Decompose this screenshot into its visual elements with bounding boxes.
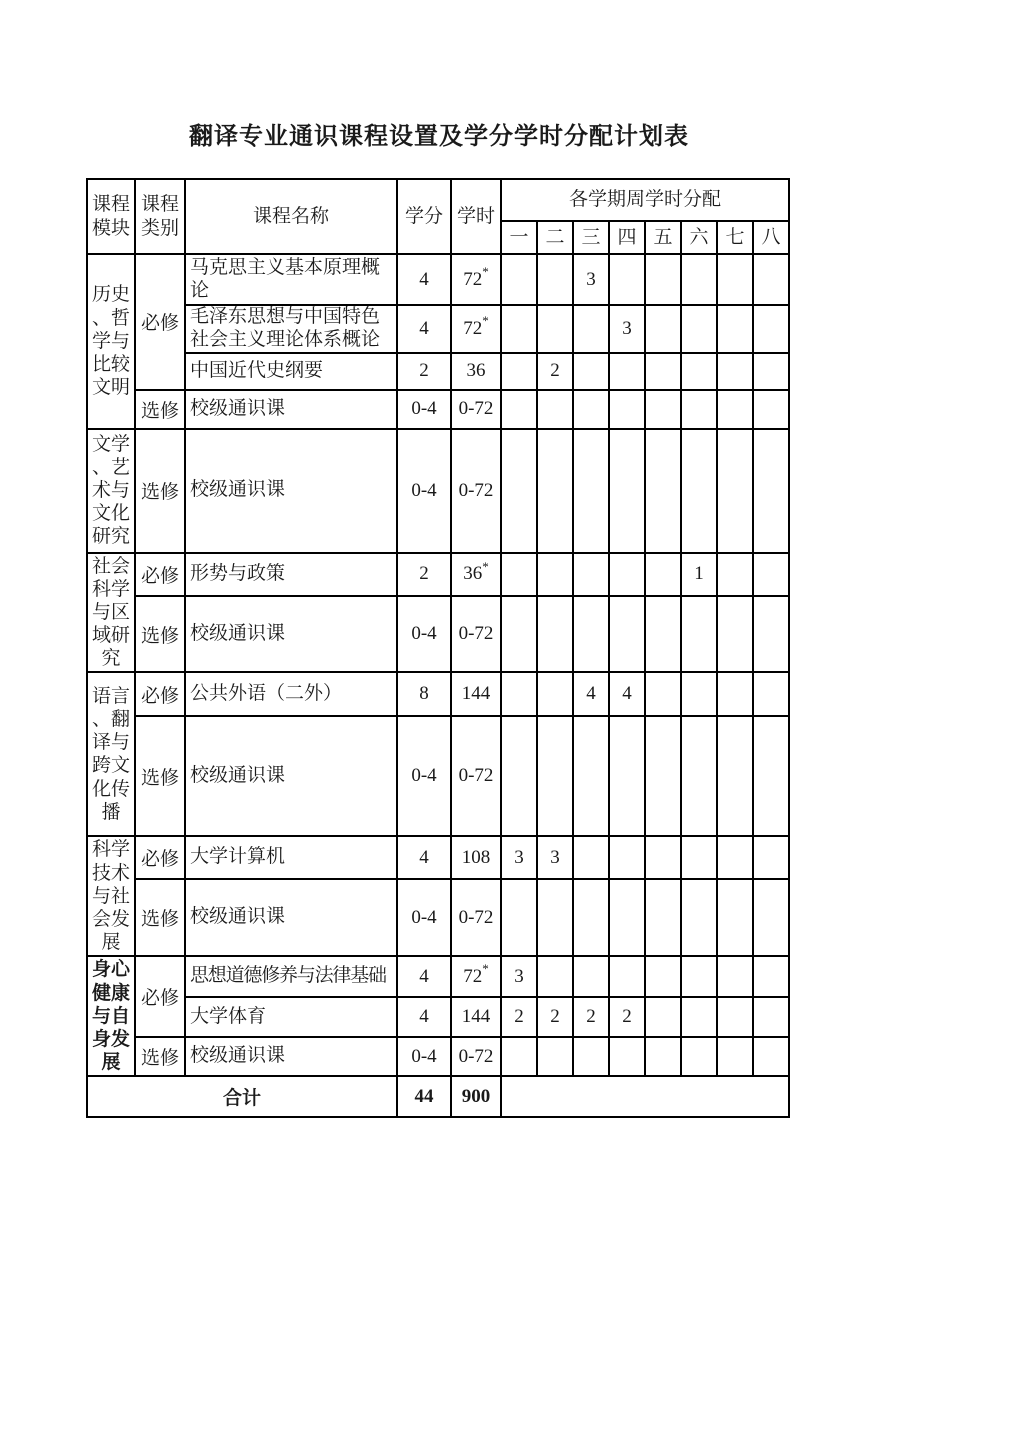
semester-hour-cell (681, 672, 717, 716)
header-semester-6: 六 (681, 221, 717, 254)
semester-hour-cell (717, 429, 753, 553)
header-course-module: 课程模块 (87, 179, 135, 254)
semester-hour-cell (537, 254, 573, 305)
header-semester-3: 三 (573, 221, 609, 254)
semester-hour-cell (609, 254, 645, 305)
category-cell: 必修 (135, 956, 185, 1037)
semester-hour-cell (573, 596, 609, 672)
semester-hour-cell (645, 997, 681, 1037)
table-row (87, 836, 789, 879)
course-name-cell: 大学体育 (185, 997, 397, 1037)
hours-value: 108 (461, 846, 491, 868)
semester-hour-cell (573, 836, 609, 879)
semester-hour-cell: 4 (609, 672, 645, 716)
semester-hour-cell (537, 956, 573, 997)
semester-hour-cell (501, 390, 537, 429)
header-semester-8: 八 (753, 221, 789, 254)
semester-hour-cell: 1 (681, 553, 717, 596)
semester-hour-cell (609, 429, 645, 553)
semester-hour-cell (681, 956, 717, 997)
module-name-cell: 历史、哲学与比较文明 (87, 254, 135, 429)
semester-hour-cell (753, 429, 789, 553)
course-name-cell: 中国近代史纲要 (185, 353, 397, 390)
hours-value: 0-72 (458, 623, 494, 645)
semester-hour-cell (537, 716, 573, 836)
semester-hour-cell (681, 716, 717, 836)
semester-hour-cell (645, 353, 681, 390)
course-name-cell: 形势与政策 (185, 553, 397, 596)
semester-hour-cell (753, 956, 789, 997)
semester-hour-cell (501, 429, 537, 553)
hours-value: 72 (463, 965, 483, 987)
table-row (87, 305, 789, 353)
semester-hour-cell (501, 596, 537, 672)
semester-hour-cell (753, 716, 789, 836)
total-row (87, 1076, 789, 1117)
semester-hour-cell (573, 1037, 609, 1076)
semester-hour-cell (609, 596, 645, 672)
semester-hour-cell (609, 553, 645, 596)
hours-value: 36 (463, 563, 483, 585)
course-name-cell: 校级通识课 (185, 390, 397, 429)
semester-hour-cell (501, 353, 537, 390)
semester-hour-cell (717, 956, 753, 997)
hours-cell (451, 429, 501, 553)
header-credits: 学分 (397, 179, 451, 254)
semester-hour-cell: 2 (537, 997, 573, 1037)
semester-hour-cell (537, 553, 573, 596)
semester-hour-cell (645, 429, 681, 553)
semester-hour-cell (681, 429, 717, 553)
semester-hour-cell (501, 553, 537, 596)
semester-hour-cell (717, 254, 753, 305)
category-cell: 选修 (135, 390, 185, 429)
hours-value: 0-72 (458, 765, 494, 787)
semester-hour-cell (537, 596, 573, 672)
category-cell: 必修 (135, 672, 185, 716)
semester-hour-cell (717, 390, 753, 429)
credits-cell: 8 (397, 672, 451, 716)
credits-cell: 0-4 (397, 429, 451, 553)
semester-hour-cell (717, 596, 753, 672)
semester-hour-cell: 3 (609, 305, 645, 353)
hours-value: 36 (466, 360, 486, 382)
semester-hour-cell (753, 390, 789, 429)
course-name-cell: 公共外语（二外） (185, 672, 397, 716)
hours-value: 144 (461, 683, 491, 705)
semester-hour-cell (645, 596, 681, 672)
header-semester-2: 二 (537, 221, 573, 254)
hours-asterisk: * (482, 313, 489, 329)
semester-hour-cell (753, 672, 789, 716)
semester-hour-cell (501, 1037, 537, 1076)
semester-hour-cell (717, 716, 753, 836)
table-row (87, 390, 789, 429)
semester-hour-cell (717, 305, 753, 353)
hours-value: 0-72 (458, 479, 494, 501)
hours-cell (451, 879, 501, 956)
course-name-cell: 校级通识课 (185, 429, 397, 553)
semester-hour-cell (753, 997, 789, 1037)
semester-hour-cell (681, 254, 717, 305)
category-cell: 必修 (135, 553, 185, 596)
course-name-cell: 大学计算机 (185, 836, 397, 879)
semester-hour-cell (645, 1037, 681, 1076)
semester-hour-cell: 2 (573, 997, 609, 1037)
module-name-cell: 科学技术与社会发展 (87, 836, 135, 956)
semester-hour-cell (717, 353, 753, 390)
semester-hour-cell: 3 (501, 836, 537, 879)
semester-hour-cell (573, 305, 609, 353)
header-semester-1: 一 (501, 221, 537, 254)
semester-hour-cell (753, 836, 789, 879)
header-semester-group: 各学期周学时分配 (501, 179, 789, 221)
header-course-category: 课程类别 (135, 179, 185, 254)
table-row (87, 997, 789, 1037)
semester-hour-cell (609, 956, 645, 997)
semester-hour-cell (681, 596, 717, 672)
hours-cell (451, 997, 501, 1037)
hours-asterisk: * (482, 559, 489, 574)
semester-hour-cell (609, 716, 645, 836)
semester-hour-cell (645, 390, 681, 429)
hours-cell (451, 254, 501, 305)
course-name-cell: 毛泽东思想与中国特色社会主义理论体系概论 (185, 305, 397, 353)
credits-cell: 2 (397, 553, 451, 596)
table-row (87, 672, 789, 716)
semester-hour-cell (681, 305, 717, 353)
semester-hour-cell: 2 (609, 997, 645, 1037)
credits-cell: 4 (397, 956, 451, 997)
credits-cell: 2 (397, 353, 451, 390)
page-title: 翻译专业通识课程设置及学分学时分配计划表 (189, 123, 689, 150)
course-name-cell: 思想道德修养与法律基础 (185, 956, 397, 997)
semester-hour-cell (573, 956, 609, 997)
semester-hour-cell: 3 (501, 956, 537, 997)
semester-hour-cell (573, 553, 609, 596)
course-name-cell: 校级通识课 (185, 716, 397, 836)
hours-cell (451, 836, 501, 879)
total-semester-cell (501, 1076, 789, 1117)
hours-cell (451, 716, 501, 836)
hours-cell (451, 390, 501, 429)
semester-hour-cell (717, 836, 753, 879)
semester-hour-cell: 4 (573, 672, 609, 716)
hours-asterisk: * (482, 264, 489, 280)
course-plan-table (86, 178, 790, 1118)
semester-hour-cell (645, 553, 681, 596)
hours-cell (451, 353, 501, 390)
semester-hour-cell (573, 353, 609, 390)
hours-cell (451, 672, 501, 716)
semester-hour-cell (501, 254, 537, 305)
hours-value: 0-72 (458, 906, 494, 928)
semester-hour-cell (645, 716, 681, 836)
hours-cell (451, 305, 501, 353)
category-cell: 选修 (135, 716, 185, 836)
category-cell: 选修 (135, 596, 185, 672)
semester-hour-cell (753, 596, 789, 672)
semester-hour-cell (609, 1037, 645, 1076)
semester-hour-cell (609, 353, 645, 390)
credits-cell: 4 (397, 997, 451, 1037)
semester-hour-cell (645, 305, 681, 353)
semester-hour-cell (537, 672, 573, 716)
total-hours-cell: 900 (451, 1076, 501, 1117)
semester-hour-cell (537, 390, 573, 429)
hours-value: 72 (463, 268, 483, 290)
semester-hour-cell (717, 1037, 753, 1076)
table-row (87, 716, 789, 836)
semester-hour-cell (681, 390, 717, 429)
credits-cell: 0-4 (397, 716, 451, 836)
semester-hour-cell (645, 956, 681, 997)
category-cell: 选修 (135, 429, 185, 553)
credits-cell: 4 (397, 836, 451, 879)
header-semester-7: 七 (717, 221, 753, 254)
semester-hour-cell (681, 1037, 717, 1076)
semester-hour-cell (537, 305, 573, 353)
header-semester-4: 四 (609, 221, 645, 254)
module-name-cell: 身心健康与自身发展 (87, 956, 135, 1076)
hours-value: 0-72 (458, 398, 494, 420)
table-row (87, 254, 789, 305)
table-row (87, 956, 789, 997)
semester-hour-cell (717, 879, 753, 956)
credits-cell: 0-4 (397, 390, 451, 429)
category-cell: 选修 (135, 879, 185, 956)
semester-hour-cell (717, 553, 753, 596)
semester-hour-cell (717, 672, 753, 716)
semester-hour-cell (717, 997, 753, 1037)
semester-hour-cell (681, 997, 717, 1037)
table-row (87, 596, 789, 672)
hours-cell (451, 553, 501, 596)
hours-asterisk: * (482, 961, 489, 977)
semester-hour-cell: 3 (537, 836, 573, 879)
table-row (87, 353, 789, 390)
module-name-cell: 语言、翻译与跨文化传播 (87, 672, 135, 836)
course-name-cell: 校级通识课 (185, 1037, 397, 1076)
header-semester-5: 五 (645, 221, 681, 254)
semester-hour-cell (573, 429, 609, 553)
semester-hour-cell (537, 429, 573, 553)
semester-hour-cell (753, 553, 789, 596)
credits-cell: 4 (397, 254, 451, 305)
semester-hour-cell (501, 716, 537, 836)
table-row (87, 879, 789, 956)
hours-cell (451, 1037, 501, 1076)
credits-cell: 0-4 (397, 596, 451, 672)
semester-hour-cell (501, 879, 537, 956)
module-name-cell: 社会科学与区域研究 (87, 553, 135, 673)
category-cell: 选修 (135, 1037, 185, 1076)
semester-hour-cell (573, 879, 609, 956)
semester-hour-cell (753, 353, 789, 390)
category-cell: 必修 (135, 254, 185, 390)
semester-hour-cell (753, 879, 789, 956)
category-cell: 必修 (135, 836, 185, 879)
course-name-cell: 校级通识课 (185, 879, 397, 956)
semester-hour-cell (501, 672, 537, 716)
hours-value: 72 (463, 317, 483, 339)
semester-hour-cell (609, 390, 645, 429)
semester-hour-cell (573, 716, 609, 836)
total-label-cell: 合计 (87, 1076, 397, 1117)
semester-hour-cell: 2 (501, 997, 537, 1037)
semester-hour-cell (681, 879, 717, 956)
semester-hour-cell: 3 (573, 254, 609, 305)
hours-value: 0-72 (458, 1045, 494, 1067)
course-name-cell: 马克思主义基本原理概论 (185, 254, 397, 305)
semester-hour-cell (753, 305, 789, 353)
hours-cell (451, 956, 501, 997)
credits-cell: 4 (397, 305, 451, 353)
module-name-cell: 文学、艺术与文化研究 (87, 429, 135, 553)
hours-value: 144 (461, 1006, 491, 1028)
semester-hour-cell: 2 (537, 353, 573, 390)
table-row (87, 1037, 789, 1076)
header-hours: 学时 (451, 179, 501, 254)
total-credits-cell: 44 (397, 1076, 451, 1117)
semester-hour-cell (645, 672, 681, 716)
semester-hour-cell (753, 254, 789, 305)
semester-hour-cell (645, 254, 681, 305)
semester-hour-cell (609, 879, 645, 956)
hours-cell (451, 596, 501, 672)
header-course-name: 课程名称 (185, 179, 397, 254)
table-row (87, 553, 789, 596)
credits-cell: 0-4 (397, 879, 451, 956)
semester-hour-cell (681, 353, 717, 390)
course-name-cell: 校级通识课 (185, 596, 397, 672)
semester-hour-cell (537, 879, 573, 956)
semester-hour-cell (573, 390, 609, 429)
semester-hour-cell (681, 836, 717, 879)
credits-cell: 0-4 (397, 1037, 451, 1076)
semester-hour-cell (609, 836, 645, 879)
semester-hour-cell (645, 836, 681, 879)
table-row (87, 429, 789, 553)
semester-hour-cell (753, 1037, 789, 1076)
semester-hour-cell (645, 879, 681, 956)
semester-hour-cell (537, 1037, 573, 1076)
semester-hour-cell (501, 305, 537, 353)
